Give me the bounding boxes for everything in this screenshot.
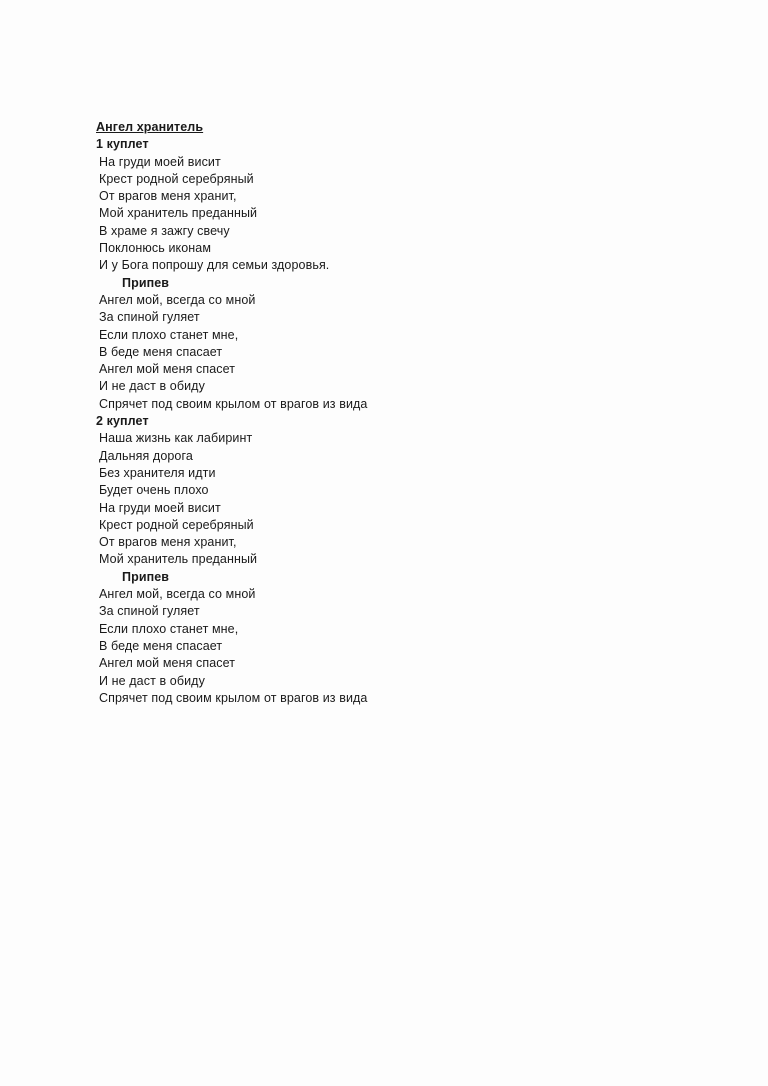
song-title: Ангел хранитель	[96, 120, 204, 134]
lyric-line: Крест родной серебряный	[99, 171, 254, 186]
lyric-line: Без хранителя идти	[99, 465, 216, 480]
lyric-line: И не даст в обиду	[99, 673, 205, 688]
lyric-line: Будет очень плохо	[99, 483, 209, 498]
lyric-line: В беде меня спасает	[99, 344, 223, 359]
lyric-line: Мой хранитель преданный	[99, 552, 258, 567]
song-lyrics	[96, 119, 656, 707]
verse-1-heading: 1 куплет	[96, 137, 149, 152]
lyric-line: Спрячет под своим крылом от врагов из вида	[99, 690, 368, 705]
lyric-line: Крест родной серебряный	[99, 517, 254, 532]
lyric-line: Ангел мой меня спасет	[99, 362, 236, 377]
lyric-line: И у Бога попрошу для семьи здоровья.	[99, 258, 330, 273]
lyric-line: Если плохо станет мне,	[99, 621, 239, 636]
lyric-line: И не даст в обиду	[99, 379, 205, 394]
lyric-line: Ангел мой меня спасет	[99, 656, 236, 671]
lyric-line: За спиной гуляет	[99, 310, 200, 325]
lyric-line: Ангел мой, всегда со мной	[99, 292, 256, 307]
lyric-line: Если плохо станет мне,	[99, 327, 239, 342]
lyric-line: Наша жизнь как лабиринт	[99, 431, 253, 446]
chorus-1-heading: Припев	[122, 275, 170, 290]
lyric-line: Мой хранитель преданный	[99, 206, 258, 221]
chorus-2-heading: Припев	[122, 569, 170, 584]
lyric-line: Дальняя дорога	[99, 448, 193, 463]
lyric-line: На груди моей висит	[99, 500, 221, 515]
lyric-line: От врагов меня хранит,	[99, 535, 237, 550]
lyric-line: Ангел мой, всегда со мной	[99, 587, 256, 602]
lyric-line: Спрячет под своим крылом от врагов из вида	[99, 396, 368, 411]
lyric-line: В беде меня спасает	[99, 638, 223, 653]
lyric-line: Поклонюсь иконам	[99, 241, 212, 256]
lyric-line: На груди моей висит	[99, 154, 221, 169]
verse-2-heading: 2 куплет	[96, 414, 149, 429]
lyric-line: В храме я зажгу свечу	[99, 223, 230, 238]
lyric-line: За спиной гуляет	[99, 604, 200, 619]
lyric-line: От врагов меня хранит,	[99, 189, 237, 204]
